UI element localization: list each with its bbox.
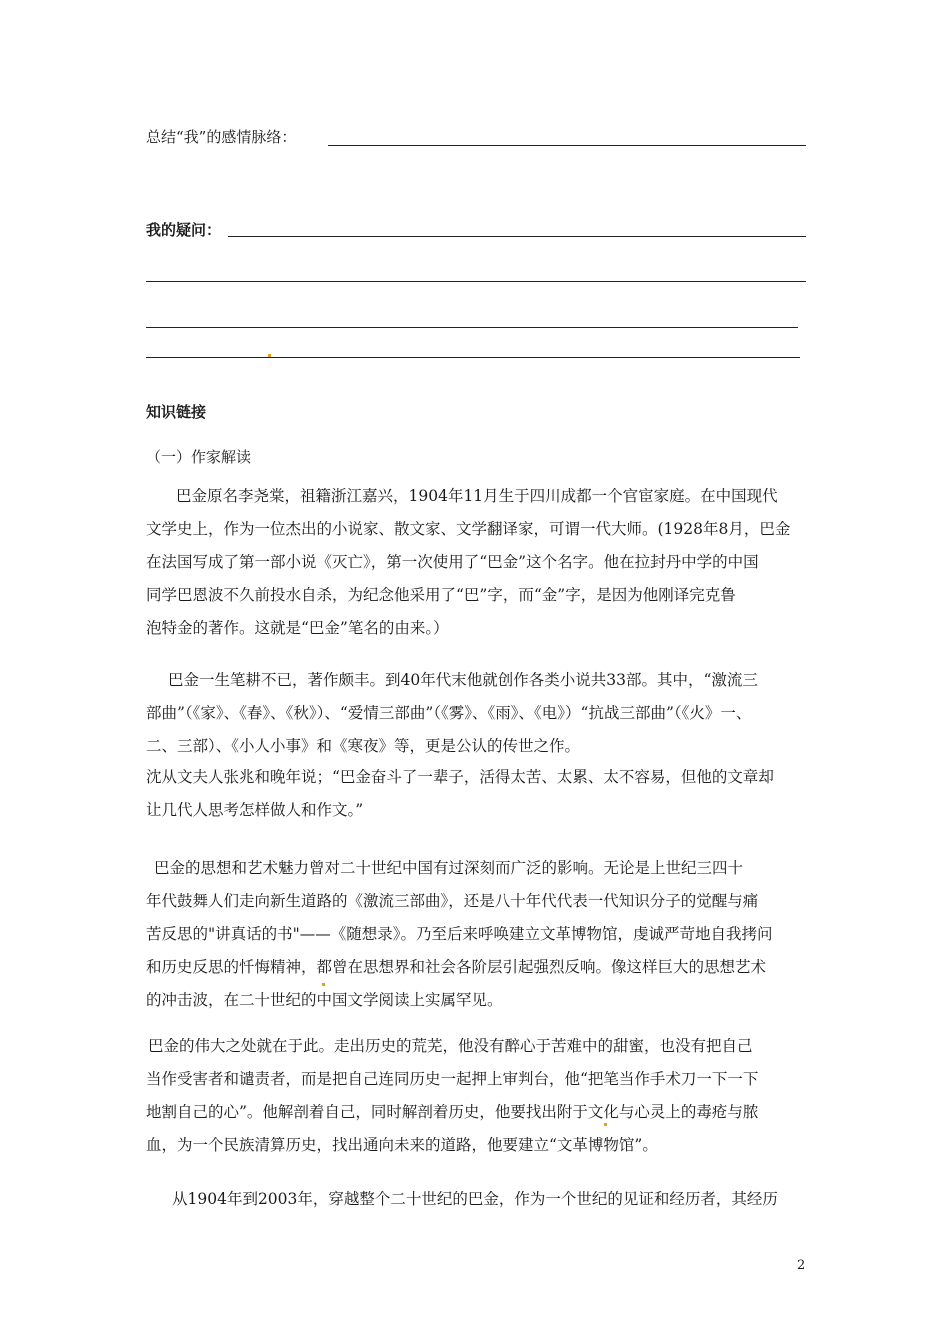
paragraph-4 — [146, 852, 810, 1017]
paragraph-3-line: 沈从文夫人张兆和晚年说；“巴金奋斗了一辈子，活得太苦、太累、太不容易，但他的文章却 — [146, 768, 774, 786]
questions-label: 我的疑问： — [146, 221, 222, 239]
paragraph-5-line: 地割自己的心”。他解剖着自己，同时解剖着历史，他要找出附于文化与心灵上的毒疮与脓 — [146, 1103, 759, 1121]
paragraph-4-line: 和历史反思的忏悔精神，都曾在思想界和社会各阶层引起强烈反响。像这样巨大的思想艺术 — [146, 958, 767, 976]
stray-mark — [604, 1123, 607, 1126]
paragraph-6 — [146, 1183, 810, 1216]
paragraph-5-line: 血，为一个民族清算历史，找出通向未来的道路，他要建立“文革博物馆”。 — [146, 1136, 658, 1154]
paragraph-2-line: 二、三部）、《小人小事》和《寒夜》等，更是公认的传世之作。 — [146, 737, 581, 755]
questions-answer-line-3[interactable] — [146, 327, 798, 328]
paragraph-1-line: 文学史上，作为一位杰出的小说家、散文家、文学翻译家，可谓一代大师。(1928年8月，巴金 — [146, 520, 791, 538]
paragraph-4-line: 巴金的思想和艺术魅力曾对二十世纪中国有过深刻而广泛的影响。无论是上世纪三四十 — [154, 859, 744, 877]
paragraph-4-line: 年代鼓舞人们走向新生道路的《激流三部曲》，还是八十年代代表一代知识分子的觉醒与痛 — [146, 892, 759, 910]
paragraph-2 — [146, 664, 810, 763]
questions-answer-line-4[interactable] — [146, 357, 800, 358]
paragraph-5-line: 巴金的伟大之处就在于此。走出历史的荒芜，他没有醉心于苦难中的甜蜜，也没有把自己 — [148, 1037, 753, 1055]
paragraph-1-line: 在法国写成了第一部小说《灭亡》，第一次使用了“巴金”这个名字。他在拉封丹中学的中国 — [146, 553, 759, 571]
summary-answer-line[interactable] — [328, 145, 806, 146]
paragraph-1-line: 泡特金的著作。这就是“巴金”笔名的由来。） — [146, 619, 449, 637]
paragraph-6-line: 从1904年到2003年，穿越整个二十世纪的巴金，作为一个世纪的见证和经历者，其经历 — [172, 1190, 778, 1208]
paragraph-4-line: 苦反思的"讲真话的书"——《随想录》。乃至后来呼唤建立文革博物馆，虔诚严苛地自我拷问 — [146, 925, 773, 943]
paragraph-2-line: 部曲”（《家》、《春》、《秋》）、“爱情三部曲”（《雾》、《雨》、《电》）“抗战三部曲”（《火》一、 — [146, 704, 752, 722]
paragraph-5 — [146, 1030, 810, 1162]
paragraph-1-line: 巴金原名李尧棠，祖籍浙江嘉兴，1904年11月生于四川成都一个官宦家庭。在中国现代 — [176, 487, 778, 505]
paragraph-3 — [146, 761, 810, 827]
questions-answer-line-1[interactable] — [228, 236, 806, 237]
summary-label: 总结“我”的感情脉络： — [146, 128, 297, 146]
paragraph-3-line: 让几代人思考怎样做人和作文。” — [146, 801, 364, 819]
paragraph-4-line: 的冲击波，在二十世纪的中国文学阅读上实属罕见。 — [146, 991, 503, 1009]
paragraph-1-line: 同学巴恩波不久前投水自杀，为纪念他采用了“巴”字，而“金”字，是因为他刚译完克鲁 — [146, 586, 736, 604]
stray-mark — [322, 983, 325, 986]
section-heading: 知识链接 — [146, 403, 207, 421]
paragraph-1 — [146, 480, 810, 645]
subsection-heading: （一）作家解读 — [146, 448, 252, 466]
stray-mark — [268, 354, 271, 357]
paragraph-5-line: 当作受害者和谴责者，而是把自己连同历史一起押上审判台，他“把笔当作手术刀一下一下 — [146, 1070, 759, 1088]
questions-answer-line-2[interactable] — [146, 281, 806, 282]
page-number: 2 — [797, 1258, 806, 1273]
paragraph-2-line: 巴金一生笔耕不已，著作颇丰。到40年代末他就创作各类小说共33部。其中，“激流三 — [168, 671, 758, 689]
